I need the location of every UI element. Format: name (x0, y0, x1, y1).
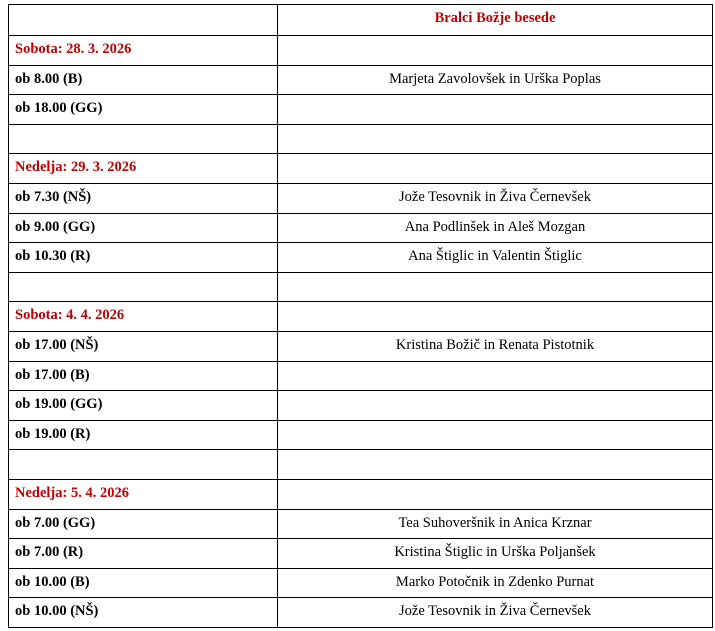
mass-row (9, 95, 713, 125)
mass-row (9, 598, 713, 628)
day-label: Nedelja: 5. 4. 2026 (9, 479, 278, 509)
header-left-cell (9, 5, 278, 36)
day-label: Sobota: 28. 3. 2026 (9, 36, 278, 66)
mass-row (9, 361, 713, 391)
day-row (9, 302, 713, 332)
mass-time: ob 7.00 (GG) (9, 509, 278, 539)
header-row (9, 5, 713, 36)
empty-cell (278, 272, 713, 302)
header-title: Bralci Božje besede (278, 5, 713, 36)
empty-cell (278, 36, 713, 66)
day-row (9, 36, 713, 66)
empty-cell (9, 450, 278, 480)
readers-cell: Tea Suhoveršnik in Anica Krznar (278, 509, 713, 539)
readers-cell: Kristina Božič in Renata Pistotnik (278, 331, 713, 361)
mass-row (9, 420, 713, 450)
schedule-body (9, 5, 713, 628)
mass-time: ob 10.00 (B) (9, 568, 278, 598)
spacer-row (9, 450, 713, 480)
mass-time: ob 10.00 (NŠ) (9, 598, 278, 628)
empty-cell (278, 450, 713, 480)
readers-cell: Jože Tesovnik in Živa Černevšek (278, 183, 713, 213)
day-row (9, 154, 713, 184)
mass-time: ob 18.00 (GG) (9, 95, 278, 125)
mass-row (9, 243, 713, 273)
readers-cell (278, 361, 713, 391)
empty-cell (278, 302, 713, 332)
readers-cell: Ana Podlinšek in Aleš Mozgan (278, 213, 713, 243)
readers-cell (278, 391, 713, 421)
spacer-row (9, 272, 713, 302)
mass-row (9, 391, 713, 421)
mass-time: ob 9.00 (GG) (9, 213, 278, 243)
mass-time: ob 7.30 (NŠ) (9, 183, 278, 213)
readers-cell (278, 420, 713, 450)
empty-cell (278, 154, 713, 184)
empty-cell (9, 124, 278, 154)
readers-cell: Marko Potočnik in Zdenko Purnat (278, 568, 713, 598)
mass-time: ob 7.00 (R) (9, 539, 278, 569)
readers-cell: Kristina Štiglic in Urška Poljanšek (278, 539, 713, 569)
readers-schedule-table (8, 4, 713, 628)
mass-time: ob 17.00 (B) (9, 361, 278, 391)
empty-cell (278, 479, 713, 509)
mass-time: ob 19.00 (GG) (9, 391, 278, 421)
day-row (9, 479, 713, 509)
mass-row (9, 568, 713, 598)
mass-time: ob 17.00 (NŠ) (9, 331, 278, 361)
spacer-row (9, 124, 713, 154)
empty-cell (9, 272, 278, 302)
mass-row (9, 65, 713, 95)
day-label: Sobota: 4. 4. 2026 (9, 302, 278, 332)
readers-cell (278, 95, 713, 125)
mass-row (9, 213, 713, 243)
readers-cell: Jože Tesovnik in Živa Černevšek (278, 598, 713, 628)
mass-row (9, 509, 713, 539)
readers-cell: Ana Štiglic in Valentin Štiglic (278, 243, 713, 273)
mass-time: ob 19.00 (R) (9, 420, 278, 450)
day-label: Nedelja: 29. 3. 2026 (9, 154, 278, 184)
mass-row (9, 331, 713, 361)
mass-row (9, 183, 713, 213)
mass-row (9, 539, 713, 569)
empty-cell (278, 124, 713, 154)
mass-time: ob 8.00 (B) (9, 65, 278, 95)
readers-cell: Marjeta Zavolovšek in Urška Poplas (278, 65, 713, 95)
mass-time: ob 10.30 (R) (9, 243, 278, 273)
